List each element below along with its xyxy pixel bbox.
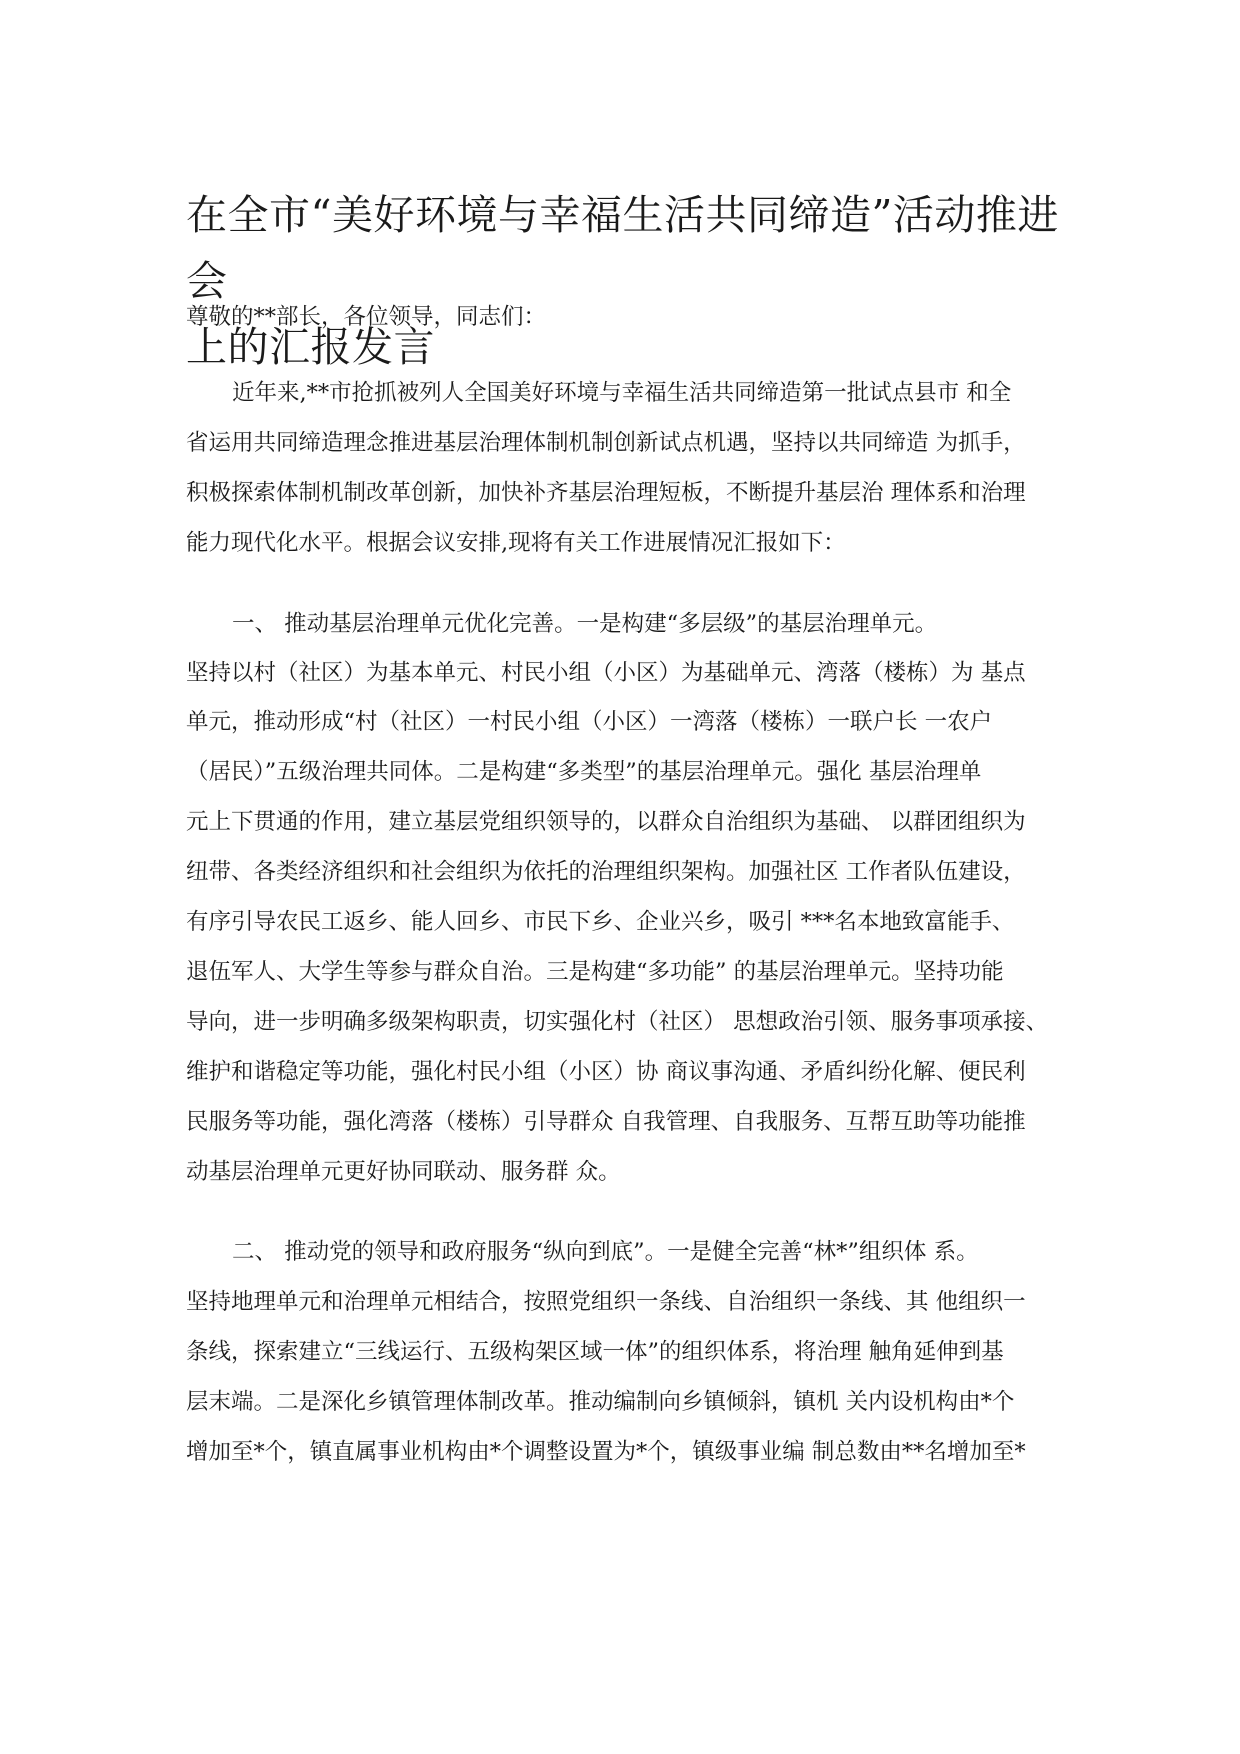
section-1-line: 维护和谐稳定等功能，强化村民小组（小区）协 商议事沟通、矛盾纠纷化解、便民利 (186, 1059, 1026, 1085)
section-1-line: 退伍军人、大学生等参与群众自治。三是构建“多功能” 的基层治理单元。坚持功能 (186, 959, 1004, 985)
section-1-heading-line: 一、 推动基层治理单元优化完善。一是构建“多层级”的基层治理单元。 (232, 611, 938, 637)
intro-line: 能力现代化水平。根据会议安排,现将有关工作进展情况汇报如下： (186, 530, 846, 556)
section-1-line: 动基层治理单元更好协同联动、服务群 众。 (186, 1159, 621, 1185)
intro-line: 近年来,**市抢抓被列人全国美好环境与幸福生活共同缔造第一批试点县市 和全 (232, 380, 1012, 406)
section-2-line: 层末端。二是深化乡镇管理体制改革。推动编制向乡镇倾斜，镇机 关内设机构由*个 (186, 1389, 1015, 1415)
document-title (186, 182, 1066, 380)
section-2-line: 增加至*个，镇直属事业机构由*个调整设置为*个，镇级事业编 制总数由**名增加至* (186, 1439, 1026, 1465)
title-line-2: 上的汇报发言 (186, 323, 435, 371)
section-1-line: 有序引导农民工返乡、能人回乡、市民下乡、企业兴乡，吸引 ***名本地致富能手、 (186, 909, 1015, 935)
section-1-line: 单元，推动形成“村（社区）一村民小组（小区）一湾落（楼栋）一联户长 一农户 (186, 709, 993, 735)
section-1-line: （居民）”五级治理共同体。二是构建“多类型”的基层治理单元。强化 基层治理单 (186, 759, 982, 785)
greeting: 尊敬的**部长，各位领导，同志们： (186, 304, 547, 330)
intro-line: 省运用共同缔造理念推进基层治理体制机制创新试点机遇，坚持以共同缔造 为抓手， (186, 430, 1026, 456)
section-2-heading-line: 二、 推动党的领导和政府服务“纵向到底”。一是健全完善“林*”组织体 系。 (232, 1239, 979, 1265)
section-2-line: 条线，探索建立“三线运行、五级构架区域一体”的组织体系，将治理 触角延伸到基 (186, 1339, 1004, 1365)
section-1-line: 元上下贯通的作用，建立基层党组织领导的，以群众自治组织为基础、 以群团组织为 (186, 809, 1026, 835)
section-1-line: 民服务等功能，强化湾落（楼栋）引导群众 自我管理、自我服务、互帮互助等功能推 (186, 1109, 1026, 1135)
section-2-line: 坚持地理单元和治理单元相结合，按照党组织一条线、自治组织一条线、其 他组织一 (186, 1289, 1026, 1315)
title-line-1: 在全市“美好环境与幸福生活共同缔造”活动推进会 (186, 191, 1059, 305)
section-1-line: 纽带、各类经济组织和社会组织为依托的治理组织架构。加强社区 工作者队伍建设， (186, 859, 1026, 885)
section-1-line: 坚持以村（社区）为基本单元、村民小组（小区）为基础单元、湾落（楼栋）为 基点 (186, 660, 1026, 686)
intro-line: 积极探索体制机制改革创新，加快补齐基层治理短板，不断提升基层治 理体系和治理 (186, 480, 1026, 506)
section-1-line: 导向，进一步明确多级架构职责，切实强化村（社区） 思想政治引领、服务事项承接、 (186, 1009, 1049, 1035)
